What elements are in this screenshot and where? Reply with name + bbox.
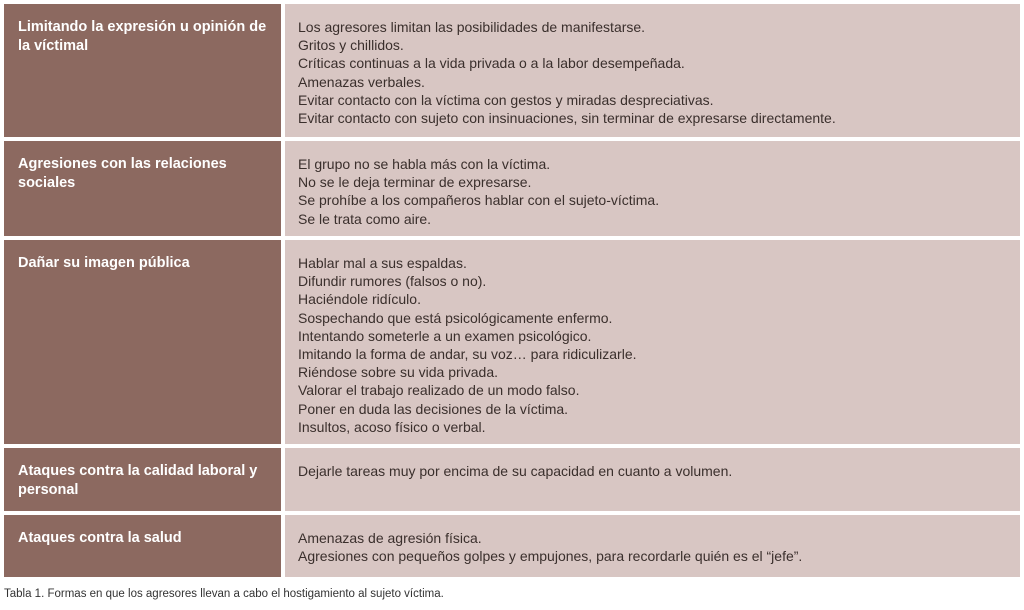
description-line: Hablar mal a sus espaldas. xyxy=(298,255,467,271)
description-line: El grupo no se habla más con la víctima. xyxy=(298,156,551,172)
description-line: Los agresores limitan las posibilidades de manifestarse. xyxy=(298,19,646,35)
table-caption: Tabla 1. Formas en que los agresores llevan a cabo el hostigamiento al sujeto víctima. xyxy=(4,588,444,600)
description-line: Valorar el trabajo realizado de un modo falso. xyxy=(298,382,580,399)
row-category-cell: Limitando la expresión u opinión de la víctimal xyxy=(4,4,281,137)
description-line: Imitando la forma de andar, su voz… para ridiculizarle. xyxy=(298,346,637,363)
description-line: Difundir rumores (falsos o no). xyxy=(298,273,487,290)
row-description-cell xyxy=(285,515,1020,577)
description-line: Amenazas de agresión física. xyxy=(298,530,482,546)
description-line: Intentando someterle a un examen psicológico. xyxy=(298,327,592,344)
row-category-cell: Agresiones con las relaciones sociales xyxy=(4,141,281,236)
row-category-cell: Ataques contra la salud xyxy=(4,515,281,577)
description-line: Críticas continuas a la vida privada o a la labor desempeñada. xyxy=(298,55,685,72)
description-line: Gritos y chillidos. xyxy=(298,37,404,54)
description-line: Agresiones con pequeños golpes y empujones, para recordarle quién es el “jefe”. xyxy=(298,548,803,565)
row-description-cell xyxy=(285,448,1020,511)
description-line: Evitar contacto con sujeto con insinuaciones, sin terminar de expresarse directamente. xyxy=(298,110,836,127)
description-line: Poner en duda las decisiones de la víctima. xyxy=(298,400,569,417)
description-line: Se prohíbe a los compañeros hablar con el sujeto-víctima. xyxy=(298,192,660,209)
row-description-cell xyxy=(285,240,1020,444)
description-line: No se le deja terminar de expresarse. xyxy=(298,174,532,191)
description-line: Evitar contacto con la víctima con gestos y miradas despreciativas. xyxy=(298,91,714,108)
description-line: Sospechando que está psicológicamente enfermo. xyxy=(298,309,613,326)
row-category-cell: Dañar su imagen pública xyxy=(4,240,281,444)
harassment-forms-table xyxy=(4,4,1020,577)
description-line: Insultos, acoso físico o verbal. xyxy=(298,418,486,435)
description-line: Haciéndole ridículo. xyxy=(298,291,421,308)
description-line: Riéndose sobre su vida privada. xyxy=(298,364,499,381)
description-line: Se le trata como aire. xyxy=(298,210,432,227)
row-description-cell xyxy=(285,4,1020,137)
description-line: Dejarle tareas muy por encima de su capacidad en cuanto a volumen. xyxy=(298,463,733,479)
description-line: Amenazas verbales. xyxy=(298,73,425,90)
row-category-cell: Ataques contra la calidad laboral y personal xyxy=(4,448,281,511)
row-description-cell xyxy=(285,141,1020,236)
